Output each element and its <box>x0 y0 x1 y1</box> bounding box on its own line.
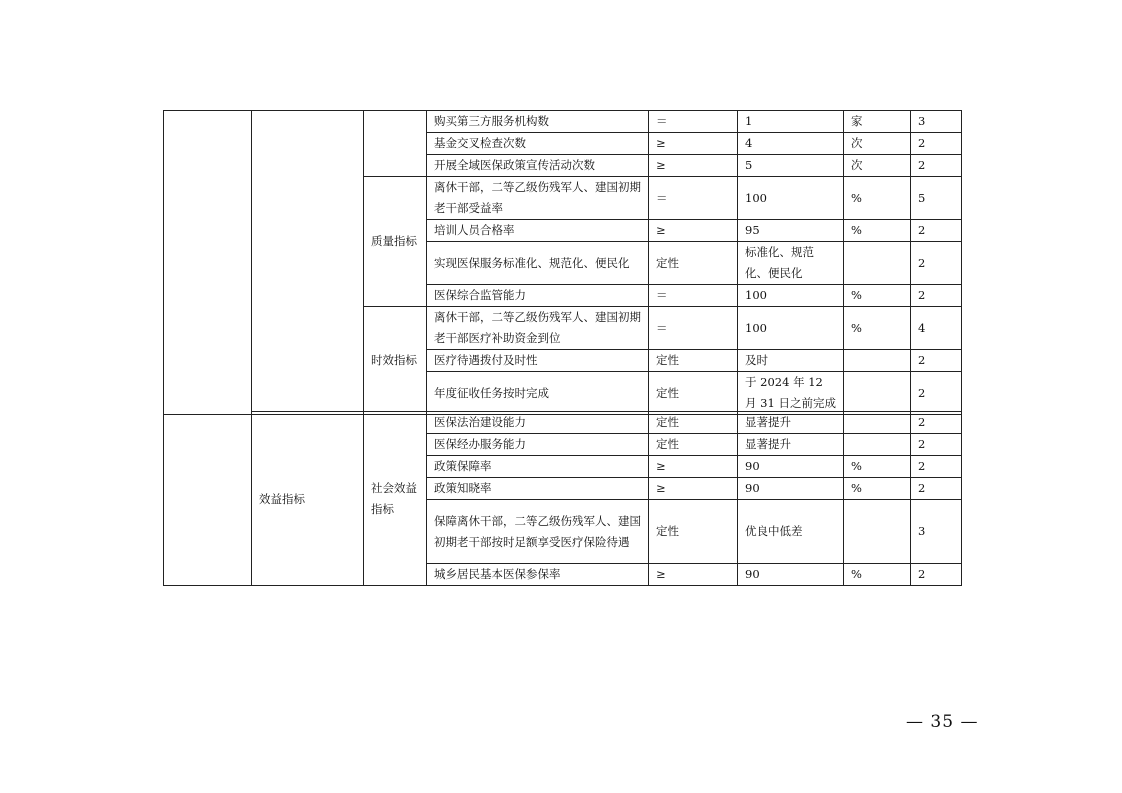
indicator-unit: % <box>844 478 911 500</box>
indicator-score: 2 <box>911 285 962 307</box>
indicator-operator: 定性 <box>649 500 738 564</box>
level3-quality-cell: 质量指标 <box>364 177 427 307</box>
indicator-name: 培训人员合格率 <box>427 220 649 242</box>
indicator-unit: 次 <box>844 133 911 155</box>
page-number: — 35 — <box>906 712 979 732</box>
indicator-value: 显著提升 <box>738 412 844 434</box>
indicator-name: 政策保障率 <box>427 456 649 478</box>
indicator-operator: ≥ <box>649 133 738 155</box>
indicator-score: 2 <box>911 372 962 415</box>
level1-indicator-cell-continued <box>164 412 252 586</box>
indicator-operator: 定性 <box>649 350 738 372</box>
indicator-score: 3 <box>911 500 962 564</box>
indicator-value: 显著提升 <box>738 434 844 456</box>
level3-social-cell: 社会效益指标 <box>364 412 427 586</box>
indicator-operator: ＝ <box>649 307 738 350</box>
indicator-value: 1 <box>738 111 844 133</box>
indicator-unit <box>844 372 911 415</box>
indicator-name: 医保综合监管能力 <box>427 285 649 307</box>
indicator-name: 年度征收任务按时完成 <box>427 372 649 415</box>
indicator-name: 购买第三方服务机构数 <box>427 111 649 133</box>
indicator-score: 2 <box>911 478 962 500</box>
indicator-operator: 定性 <box>649 372 738 415</box>
indicator-name: 离休干部，二等乙级伤残军人、建国初期老干部医疗补助资金到位 <box>427 307 649 350</box>
indicator-operator: ＝ <box>649 177 738 220</box>
indicator-score: 2 <box>911 434 962 456</box>
indicator-score: 2 <box>911 220 962 242</box>
indicator-value: 90 <box>738 564 844 586</box>
indicator-name: 开展全域医保政策宣传活动次数 <box>427 155 649 177</box>
indicator-value: 及时 <box>738 350 844 372</box>
indicator-unit <box>844 412 911 434</box>
indicator-value: 100 <box>738 307 844 350</box>
indicator-unit: % <box>844 456 911 478</box>
indicator-score: 2 <box>911 564 962 586</box>
indicator-score: 2 <box>911 242 962 285</box>
indicator-name: 实现医保服务标准化、规范化、便民化 <box>427 242 649 285</box>
indicator-value: 于 2024 年 12 月 31 日之前完成 <box>738 372 844 415</box>
indicator-value: 标准化、规范化、便民化 <box>738 242 844 285</box>
indicator-score: 4 <box>911 307 962 350</box>
indicator-operator: 定性 <box>649 412 738 434</box>
level1-indicator-cell <box>164 111 252 415</box>
indicator-operator: ≥ <box>649 478 738 500</box>
indicator-name: 离休干部，二等乙级伤残军人、建国初期老干部受益率 <box>427 177 649 220</box>
indicator-name: 医保法治建设能力 <box>427 412 649 434</box>
indicator-table-benefit <box>163 411 962 586</box>
indicator-unit <box>844 434 911 456</box>
level3-timeliness-cell: 时效指标 <box>364 307 427 415</box>
indicator-name: 基金交叉检查次数 <box>427 133 649 155</box>
level3-quantity-cell <box>364 111 427 177</box>
indicator-unit <box>844 242 911 285</box>
indicator-score: 2 <box>911 350 962 372</box>
indicator-operator: ＝ <box>649 285 738 307</box>
indicator-value: 90 <box>738 456 844 478</box>
indicator-name: 保障离休干部，二等乙级伤残军人、建国初期老干部按时足额享受医疗保险待遇 <box>427 500 649 564</box>
indicator-value: 4 <box>738 133 844 155</box>
indicator-unit: % <box>844 177 911 220</box>
indicator-value: 5 <box>738 155 844 177</box>
indicator-name: 医保经办服务能力 <box>427 434 649 456</box>
indicator-score: 2 <box>911 412 962 434</box>
indicator-unit: % <box>844 220 911 242</box>
indicator-score: 5 <box>911 177 962 220</box>
indicator-unit: 家 <box>844 111 911 133</box>
indicator-unit <box>844 350 911 372</box>
indicator-unit <box>844 500 911 564</box>
indicator-score: 2 <box>911 155 962 177</box>
indicator-name: 政策知晓率 <box>427 478 649 500</box>
indicator-operator: ≥ <box>649 155 738 177</box>
level2-indicator-cell-output <box>252 111 364 415</box>
level2-benefit-cell: 效益指标 <box>252 412 364 586</box>
indicator-unit: % <box>844 564 911 586</box>
indicator-table <box>163 110 962 415</box>
indicator-score: 2 <box>911 133 962 155</box>
indicator-name: 医疗待遇拨付及时性 <box>427 350 649 372</box>
indicator-unit: % <box>844 307 911 350</box>
indicator-operator: 定性 <box>649 242 738 285</box>
indicator-operator: ＝ <box>649 111 738 133</box>
indicator-unit: 次 <box>844 155 911 177</box>
indicator-operator: ≥ <box>649 564 738 586</box>
indicator-operator: ≥ <box>649 456 738 478</box>
indicator-value: 90 <box>738 478 844 500</box>
indicator-operator: 定性 <box>649 434 738 456</box>
indicator-value: 95 <box>738 220 844 242</box>
indicator-value: 100 <box>738 285 844 307</box>
indicator-operator: ≥ <box>649 220 738 242</box>
indicator-score: 2 <box>911 456 962 478</box>
indicator-name: 城乡居民基本医保参保率 <box>427 564 649 586</box>
indicator-score: 3 <box>911 111 962 133</box>
indicator-value: 100 <box>738 177 844 220</box>
indicator-unit: % <box>844 285 911 307</box>
indicator-value: 优良中低差 <box>738 500 844 564</box>
